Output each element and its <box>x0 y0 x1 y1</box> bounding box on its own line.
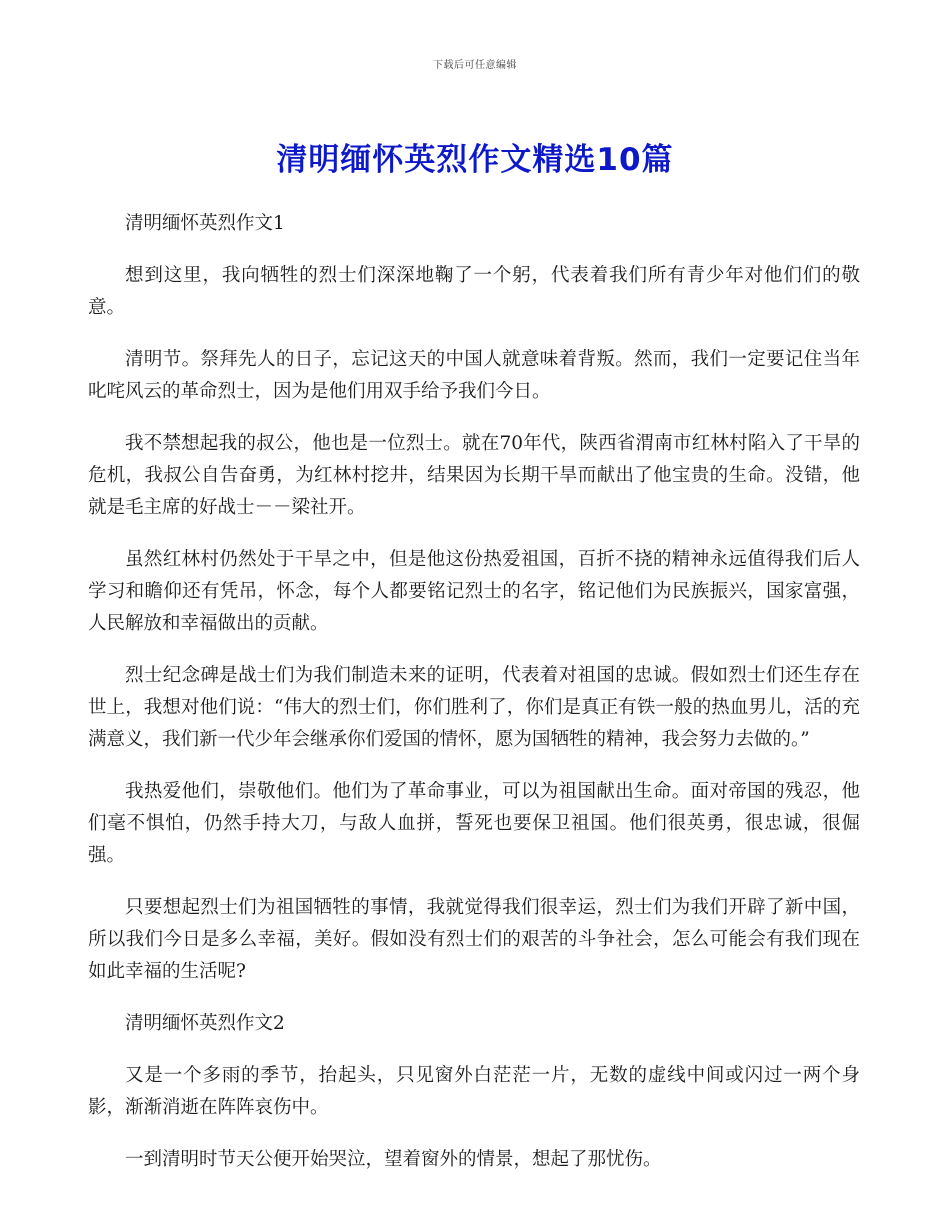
paragraph: 只要想起烈士们为祖国牺牲的事情，我就觉得我们很幸运，烈士们为我们开辟了新中国，所以我们今日是多么幸福，美好。假如没有烈士们的艰苦的斗争社会，怎么可能会有我们现在如此幸福的生活呢? <box>88 897 860 982</box>
paragraph: 又是一个多雨的季节，抬起头，只见窗外白茫茫一片，无数的虚线中间或闪过一两个身影，渐渐消逝在阵阵哀伤中。 <box>88 1065 860 1118</box>
paragraph: 我不禁想起我的叔公，他也是一位烈士。就在70年代，陕西省渭南市红林村陷入了干旱的危机，我叔公自告奋勇，为红林村挖井，结果因为长期干旱而献出了他宝贵的生命。没错，他就是毛主席的好战士－－梁社开。 <box>88 433 860 518</box>
paragraph: 一到清明时节天公便开始哭泣，望着窗外的情景，想起了那忧伤。 <box>125 1149 662 1170</box>
paragraph: 烈士纪念碑是战士们为我们制造未来的证明，代表着对祖国的忠诚。假如烈士们还生存在世上，我想对他们说：“伟大的烈士们，你们胜利了，你们是真正有铁一般的热血男儿，活的充满意义，我们新一代少年会继承你们爱国的情怀，愿为国牺牲的精神，我会努力去做的。” <box>88 665 860 750</box>
paragraph: 清明节。祭拜先人的日子，忘记这天的中国人就意味着背叛。然而，我们一定要记住当年叱咤风云的革命烈士，因为是他们用双手给予我们今日。 <box>88 349 860 402</box>
section-heading: 清明缅怀英烈作文2 <box>125 1013 285 1034</box>
paragraph: 我热爱他们，崇敬他们。他们为了革命事业，可以为祖国献出生命。面对帝国的残忍，他们毫不惧怕，仍然手持大刀，与敌人血拼，誓死也要保卫祖国。他们很英勇，很忠诚，很倔强。 <box>88 781 860 866</box>
document-body <box>88 208 860 1196</box>
section-heading: 清明缅怀英烈作文1 <box>125 213 285 234</box>
page-header-note: 下载后可任意编辑 <box>433 60 517 71</box>
paragraph: 虽然红林村仍然处于干旱之中，但是他这份热爱祖国，百折不挠的精神永远值得我们后人学习和瞻仰还有凭吊，怀念，每个人都要铭记烈士的名字，铭记他们为民族振兴，国家富强，人民解放和幸福做出的贡献。 <box>88 549 860 634</box>
document-title: 清明缅怀英烈作文精选10篇 <box>276 142 674 178</box>
paragraph: 想到这里，我向牺牲的烈士们深深地鞠了一个躬，代表着我们所有青少年对他们们的敬意。 <box>88 265 860 318</box>
